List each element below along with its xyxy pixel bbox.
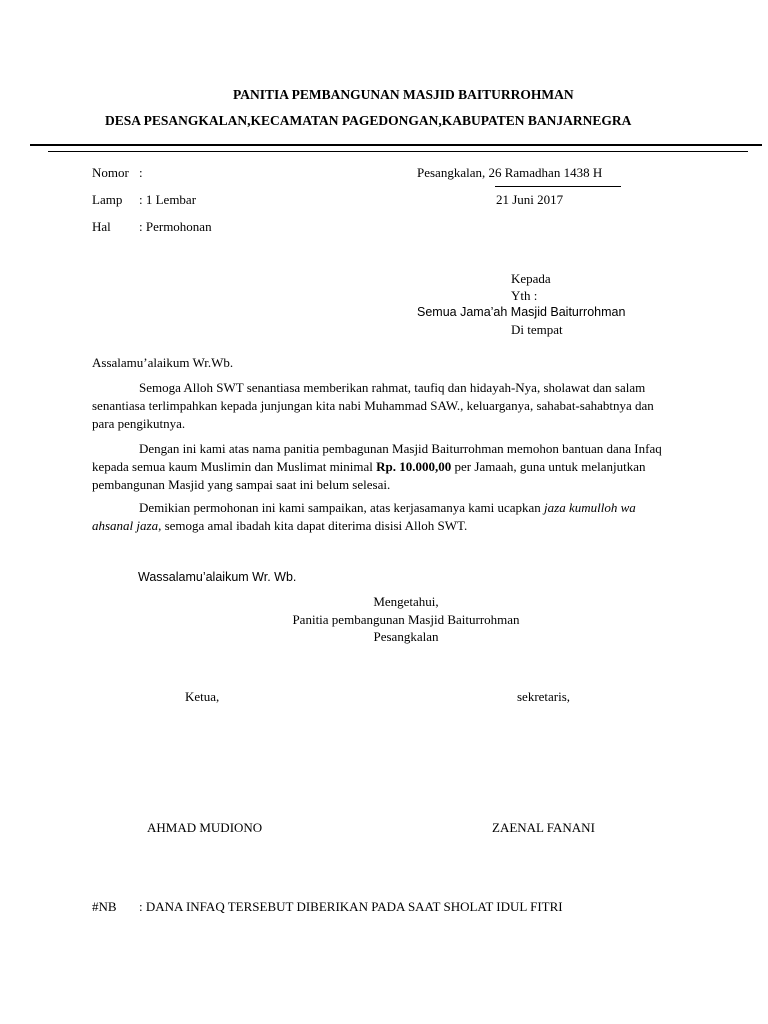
paragraph-2 xyxy=(92,440,664,494)
note-text: : DANA INFAQ TERSEBUT DIBERIKAN PADA SAAT SHOLAT IDUL FITRI xyxy=(139,899,563,914)
recipient-kepada: Kepada xyxy=(511,271,551,286)
hal-value: : Permohonan xyxy=(139,219,212,234)
date-divider xyxy=(495,186,621,187)
lamp-value: : 1 Lembar xyxy=(139,192,197,207)
header-rule-thick xyxy=(30,144,762,146)
greeting: Assalamu’alaikum Wr.Wb. xyxy=(92,355,234,370)
paragraph-1: Semoga Alloh SWT senantiasa memberikan rahmat, taufiq dan hidayah-Nya, sholawat dan salam senantiasa terlimpahkan kepada junjungan kita nabi Muhammad SAW., keluarganya, sahabat-sahabtnya dan para pengikutnya. xyxy=(92,380,654,431)
ketua-name: AHMAD MUDIONO xyxy=(147,820,263,835)
recipient-location: Di tempat xyxy=(511,322,563,337)
ketua-label: Ketua, xyxy=(185,689,220,704)
paragraph-3-text: Demikian permohonan ini kami sampaikan, atas kerjasamanya kami ucapkan xyxy=(139,500,545,515)
closing-greeting: Wassalamu’alaikum Wr. Wb. xyxy=(138,570,297,584)
paragraph-3-text-end: , semoga amal ibadah kita dapat diterima disisi Alloh SWT. xyxy=(158,518,468,533)
paragraph-2-text: Dengan ini kami atas nama panitia pembagunan Masjid Baiturrohman memohon bantuan dana Infaq kepada semua kaum Muslimin dan Muslimat minimal xyxy=(92,441,662,474)
hal-label: Hal xyxy=(92,219,111,234)
header-title: PANITIA PEMBANGUNAN MASJID BAITURROHMAN xyxy=(233,87,574,102)
paragraph-3 xyxy=(92,499,664,535)
sig-committee: Panitia pembangunan Masjid Baiturrohman xyxy=(292,612,520,627)
header-address: DESA PESANGKALAN,KECAMATAN PAGEDONGAN,KABUPATEN BANJARNEGRA xyxy=(105,113,632,128)
minimum-amount: Rp. 10.000,00 xyxy=(376,459,452,474)
gregorian-date: 21 Juni 2017 xyxy=(496,192,564,207)
note-label: #NB xyxy=(92,899,117,914)
sekretaris-label: sekretaris, xyxy=(517,689,571,704)
recipient-yth: Yth : xyxy=(511,288,538,303)
sekretaris-name: ZAENAL FANANI xyxy=(492,820,595,835)
lamp-label: Lamp xyxy=(92,192,123,207)
sig-mengetahui: Mengetahui, xyxy=(373,594,439,609)
recipient-to: Semua Jama’ah Masjid Baiturrohman xyxy=(417,305,626,319)
prayer-phrase: jaza kumulloh wa ahsanal jaza xyxy=(92,500,636,533)
nomor-label: Nomor xyxy=(92,165,129,180)
paragraph-2-text-end: per Jamaah, guna untuk melanjutkan pembangunan Masjid yang sampai saat ini belum selesai. xyxy=(92,459,646,492)
header-rule-thin xyxy=(48,151,748,152)
nomor-separator: : xyxy=(139,165,143,180)
place-date: Pesangkalan, 26 Ramadhan 1438 H xyxy=(417,165,603,180)
sig-place: Pesangkalan xyxy=(373,629,439,644)
